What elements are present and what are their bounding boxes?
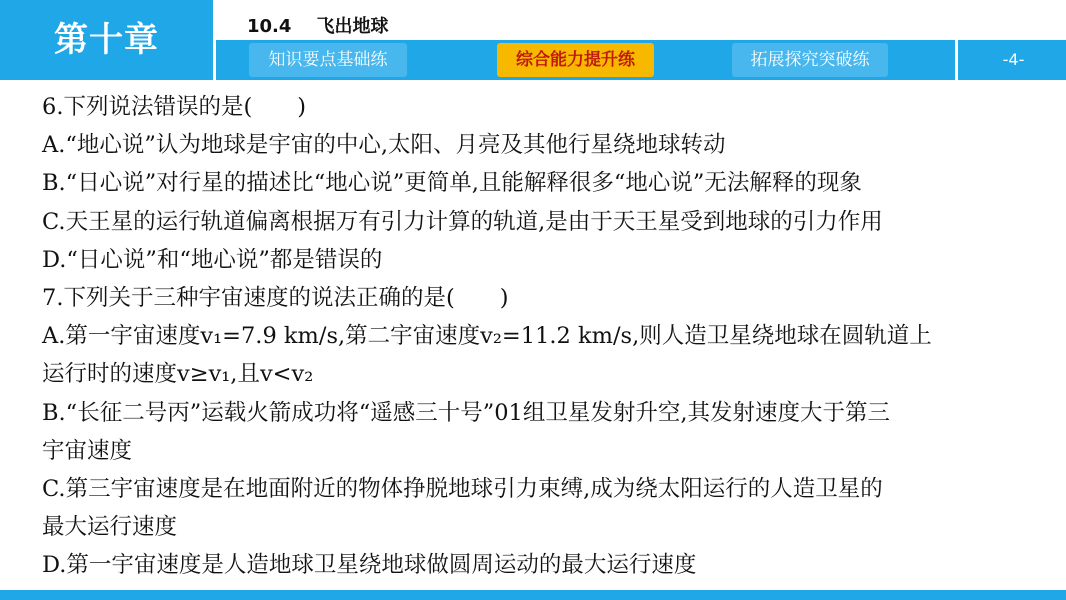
question-7-option-c-line2: 最大运行速度 <box>42 514 178 541</box>
question-6-option-c: C.天王星的运行轨道偏离根据万有引力计算的轨道,是由于天王星受到地球的引力作用 <box>42 208 883 235</box>
question-7-option-c-line1: C.第三宇宙速度是在地面附近的物体挣脱地球引力束缚,成为绕太阳运行的人造卫星的 <box>42 476 883 503</box>
tab-basic-practice[interactable]: 知识要点基础练 <box>249 43 407 77</box>
page-number: -4- <box>955 40 1066 80</box>
question-7-option-d: D.第一宇宙速度是人造地球卫星绕地球做圆周运动的最大运行速度 <box>42 552 697 579</box>
footer-bar <box>0 590 1066 600</box>
chapter-title: 第十章 <box>0 0 213 80</box>
question-7-option-a-line2: 运行时的速度v≥v₁,且v<v₂ <box>42 361 314 388</box>
question-7-stem: 7.下列关于三种宇宙速度的说法正确的是( ) <box>42 285 509 312</box>
question-7-option-b-line2: 宇宙速度 <box>42 437 133 464</box>
tab-extension-practice[interactable]: 拓展探究突破练 <box>732 43 888 77</box>
question-6-option-d: D.“日心说”和“地心说”都是错误的 <box>42 246 383 273</box>
tab-comprehensive-practice[interactable]: 综合能力提升练 <box>497 43 654 77</box>
section-title: 10.4 飞出地球 <box>247 16 389 37</box>
question-6-stem: 6.下列说法错误的是( ) <box>42 94 307 120</box>
question-7-option-b-line1: B.“长征二号丙”运载火箭成功将“遥感三十号”01组卫星发射升空,其发射速度大于第三 <box>42 399 890 426</box>
question-6-option-a: A.“地心说”认为地球是宇宙的中心,太阳、月亮及其他行星绕地球转动 <box>42 132 726 159</box>
slide-header <box>0 0 1066 80</box>
question-6-option-b: B.“日心说”对行星的描述比“地心说”更简单,且能解释很多“地心说”无法解释的现象 <box>42 170 862 197</box>
question-7-option-a-line1: A.第一宇宙速度v₁=7.9 km/s,第二宇宙速度v₂=11.2 km/s,则人造卫星绕地球在圆轨道上 <box>42 323 932 350</box>
question-content <box>42 88 1042 585</box>
